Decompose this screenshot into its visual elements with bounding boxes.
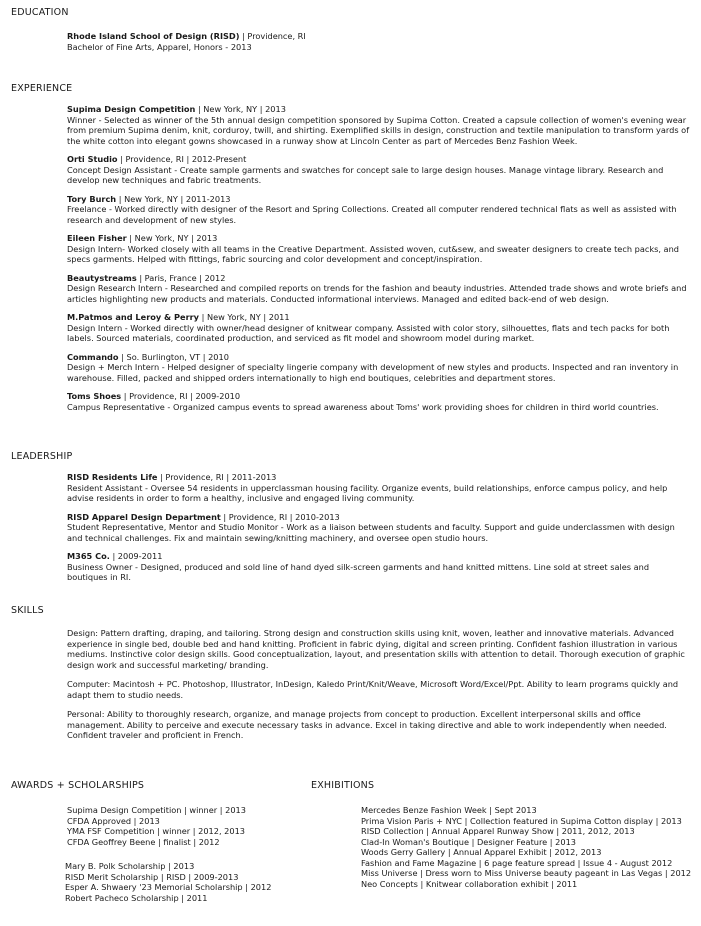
exhibition-item: RISD Collection | Annual Apparel Runway Show | 2011, 2012, 2013 xyxy=(361,826,635,836)
exhibitions-list xyxy=(361,805,691,889)
award-item: CFDA Geoffrey Beene | finalist | 2012 xyxy=(67,836,220,847)
entry-meta: | Providence, RI | 2012-Present xyxy=(117,154,247,164)
entry-org: Beautystreams xyxy=(67,272,137,283)
scholarship-item: Robert Pacheco Scholarship | 2011 xyxy=(65,892,208,903)
scholarship-item: Esper A. Shwaery '23 Memorial Scholarship | 2012 xyxy=(65,882,272,892)
scholarship-item: RISD Merit Scholarship | RISD | 2009-2013 xyxy=(65,871,239,882)
section-title-awards: AWARDS + SCHOLARSHIPS xyxy=(11,780,145,791)
entry-org: Eileen Fisher xyxy=(67,233,127,243)
entry-description: Business Owner - Designed, produced and sold line of hand dyed silk-screen garments and hand knitted mittens. Line sold at street sales and boutiques in RI. xyxy=(67,561,650,582)
exhibition-item: Fashion and Fame Magazine | 6 page feature spread | Issue 4 - August 2012 xyxy=(361,857,673,868)
exhibition-item: Clad-In Woman's Boutique | Designer Feature | 2013 xyxy=(361,836,576,847)
leadership-entry xyxy=(67,472,692,504)
section-title-education: EDUCATION xyxy=(11,7,69,18)
entry-description: Design Intern- Worked closely with all teams in the Creative Department. Assisted woven, cut&sew, and sweater designers to create tech packs, and specs garments. Helped with fittings, fabric sourcing and color development and concept/inspiration. xyxy=(67,243,679,264)
entry-org: Orti Studio xyxy=(67,154,118,164)
education-block xyxy=(67,31,692,52)
skills-block xyxy=(67,628,692,750)
exhibition-item: Mercedes Benze Fashion Week | Sept 2013 xyxy=(361,805,537,815)
section-title-experience: EXPERIENCE xyxy=(11,83,73,94)
section-title-leadership: LEADERSHIP xyxy=(11,451,73,462)
leadership-block xyxy=(67,472,692,591)
experience-entry xyxy=(67,104,692,146)
entry-org: M.Patmos and Leroy & Perry xyxy=(67,312,199,322)
entry-description: Freelance - Worked directly with designer of the Resort and Spring Collections. Created all computer rendered technical flats as well as assisted with research and development of new styles. xyxy=(67,204,677,225)
leadership-entry xyxy=(67,512,692,544)
entry-description: Student Representative, Mentor and Studio Monitor - Work as a liaison between students and faculty. Support and guide underclassmen with design and technical challenges. Fix and maintain sewing/knitting machinery, and oversee open studio hours. xyxy=(67,522,675,543)
exhibition-item: Prima Vision Paris + NYC | Collection featured in Supima Cotton display | 2013 xyxy=(361,815,682,826)
exhibition-item: Neo Concepts | Knitwear collaboration exhibit | 2011 xyxy=(361,878,578,889)
experience-entry xyxy=(67,194,692,226)
experience-entry xyxy=(67,233,692,265)
entry-org: Supima Design Competition xyxy=(67,104,196,114)
experience-entry xyxy=(67,312,692,344)
entry-org: RISD Residents Life xyxy=(67,472,158,482)
entry-meta: | New York, NY | 2013 xyxy=(195,104,286,114)
award-item: YMA FSF Competition | winner | 2012, 2013 xyxy=(67,826,246,836)
entry-org: Toms Shoes xyxy=(67,391,122,401)
entry-description: Design + Merch Intern - Helped designer of specialty lingerie company with development of new styles and products. Inspected and ran inventory in warehouse. Filled, packed and shipped orders internationally to high end boutiques, celebrities and department stores. xyxy=(67,362,679,383)
experience-entry xyxy=(67,391,692,412)
award-item: Supima Design Competition | winner | 2013 xyxy=(67,805,246,815)
entry-meta: | New York, NY | 2013 xyxy=(126,233,218,243)
entry-description: Concept Design Assistant - Create sample garments and swatches for concept sale to large design houses. Manage vintage library. Research and develop new techniques and fabric treatments. xyxy=(67,164,664,185)
entry-meta: | Providence, RI | 2011-2013 xyxy=(157,472,277,482)
entry-description: Winner - Selected as winner of the 5th annual design competition sponsored by Supima Cotton. Created a capsule collection of women's evening wear from premium Supima denim, knit, corduroy, twill, and shirting. Exemplified skills in design, construction and textile manipulation to transform yards of the white cotton into elegant gowns showcased in a runway show at Lincoln Center as part of Mercedes Benz Fashion Week. xyxy=(67,114,690,146)
entry-description: Campus Representative - Organized campus events to spread awareness about Toms' work providing shoes for children in third world countries. xyxy=(67,401,659,412)
exhibition-item: Miss Universe | Dress worn to Miss Universe beauty pageant in Las Vegas | 2012 xyxy=(361,868,692,878)
entry-meta: | Paris, France | 2012 xyxy=(136,272,226,283)
skill-computer: Computer: Macintosh + PC. Photoshop, Illustrator, InDesign, Kaledo Print/Knit/Weave, Microsoft Word/Excel/Ppt. Ability to learn programs quickly and adapt them to studio needs. xyxy=(67,679,679,700)
entry-meta: | New York, NY | 2011 xyxy=(199,312,290,322)
experience-entry xyxy=(67,352,692,384)
entry-org: Commando xyxy=(67,351,119,362)
awards-list xyxy=(67,805,246,847)
section-title-skills: SKILLS xyxy=(11,605,44,616)
entry-description: Design Intern - Worked directly with owner/head designer of knitwear company. Assisted with color story, silhouettes, flats and tech packs for both labels. Sourced materials, coordinated production, and serviced as fit model and showroom model during market. xyxy=(67,322,670,343)
scholarships-list xyxy=(65,861,271,903)
entry-org: Tory Burch xyxy=(67,193,117,204)
entry-description: Resident Assistant - Oversee 54 residents in upperclassman housing facility. Organize events, build relationships, enforce campus policy, and help advise residents in order to form a healthy, inclusive and engaged living community. xyxy=(67,482,668,503)
section-title-exhibitions: EXHIBITIONS xyxy=(311,780,375,791)
entry-meta: | 2009-2011 xyxy=(109,551,163,561)
education-school xyxy=(67,31,692,42)
school-name: Rhode Island School of Design (RISD) xyxy=(67,31,240,41)
experience-block xyxy=(67,104,692,420)
entry-meta: | Providence, RI | 2009-2010 xyxy=(121,391,241,401)
entry-description: Design Research Intern - Researched and compiled reports on trends for the fashion and beauty industries. Attended trade shows and wrote briefs and articles highlighting new products and materials. Conducted informational interviews. Managed and edited back-end of web design. xyxy=(67,283,687,304)
education-degree: Bachelor of Fine Arts, Apparel, Honors - 2013 xyxy=(67,41,252,52)
entry-org: RISD Apparel Design Department xyxy=(67,511,221,522)
entry-meta: | So. Burlington, VT | 2010 xyxy=(118,351,229,362)
entry-meta: | New York, NY | 2011-2013 xyxy=(116,193,231,204)
award-item: CFDA Approved | 2013 xyxy=(67,815,160,826)
skill-design: Design: Pattern drafting, draping, and tailoring. Strong design and construction skills using knit, woven, leather and innovative materials. Advanced experience in single bed, double bed and hand knitting. Proficient in fabric dying, digital and screen printing. Confident fashion illustration in various mediums. Instinctive color design skills. Good conceptualization, layout, and presentation skills with attention to detail. Thorough execution of graphic design work and successful marketing/ branding. xyxy=(67,628,685,670)
experience-entry xyxy=(67,273,692,305)
leadership-entry xyxy=(67,551,692,583)
school-location: | Providence, RI xyxy=(239,31,306,41)
skill-personal: Personal: Ability to thoroughly research, organize, and manage projects from concept to production. Excellent interpersonal skills and office management. Ability to perceive and execute necessary tasks in advance. Excel in taking directive and able to work independently when needed. Confident traveler and proficient in French. xyxy=(67,709,667,740)
exhibition-item: Woods Gerry Gallery | Annual Apparel Exhibit | 2012, 2013 xyxy=(361,847,602,857)
entry-meta: | Providence, RI | 2010-2013 xyxy=(220,511,340,522)
scholarship-item: Mary B. Polk Scholarship | 2013 xyxy=(65,861,195,871)
entry-org: M365 Co. xyxy=(67,551,110,561)
experience-entry xyxy=(67,154,692,186)
